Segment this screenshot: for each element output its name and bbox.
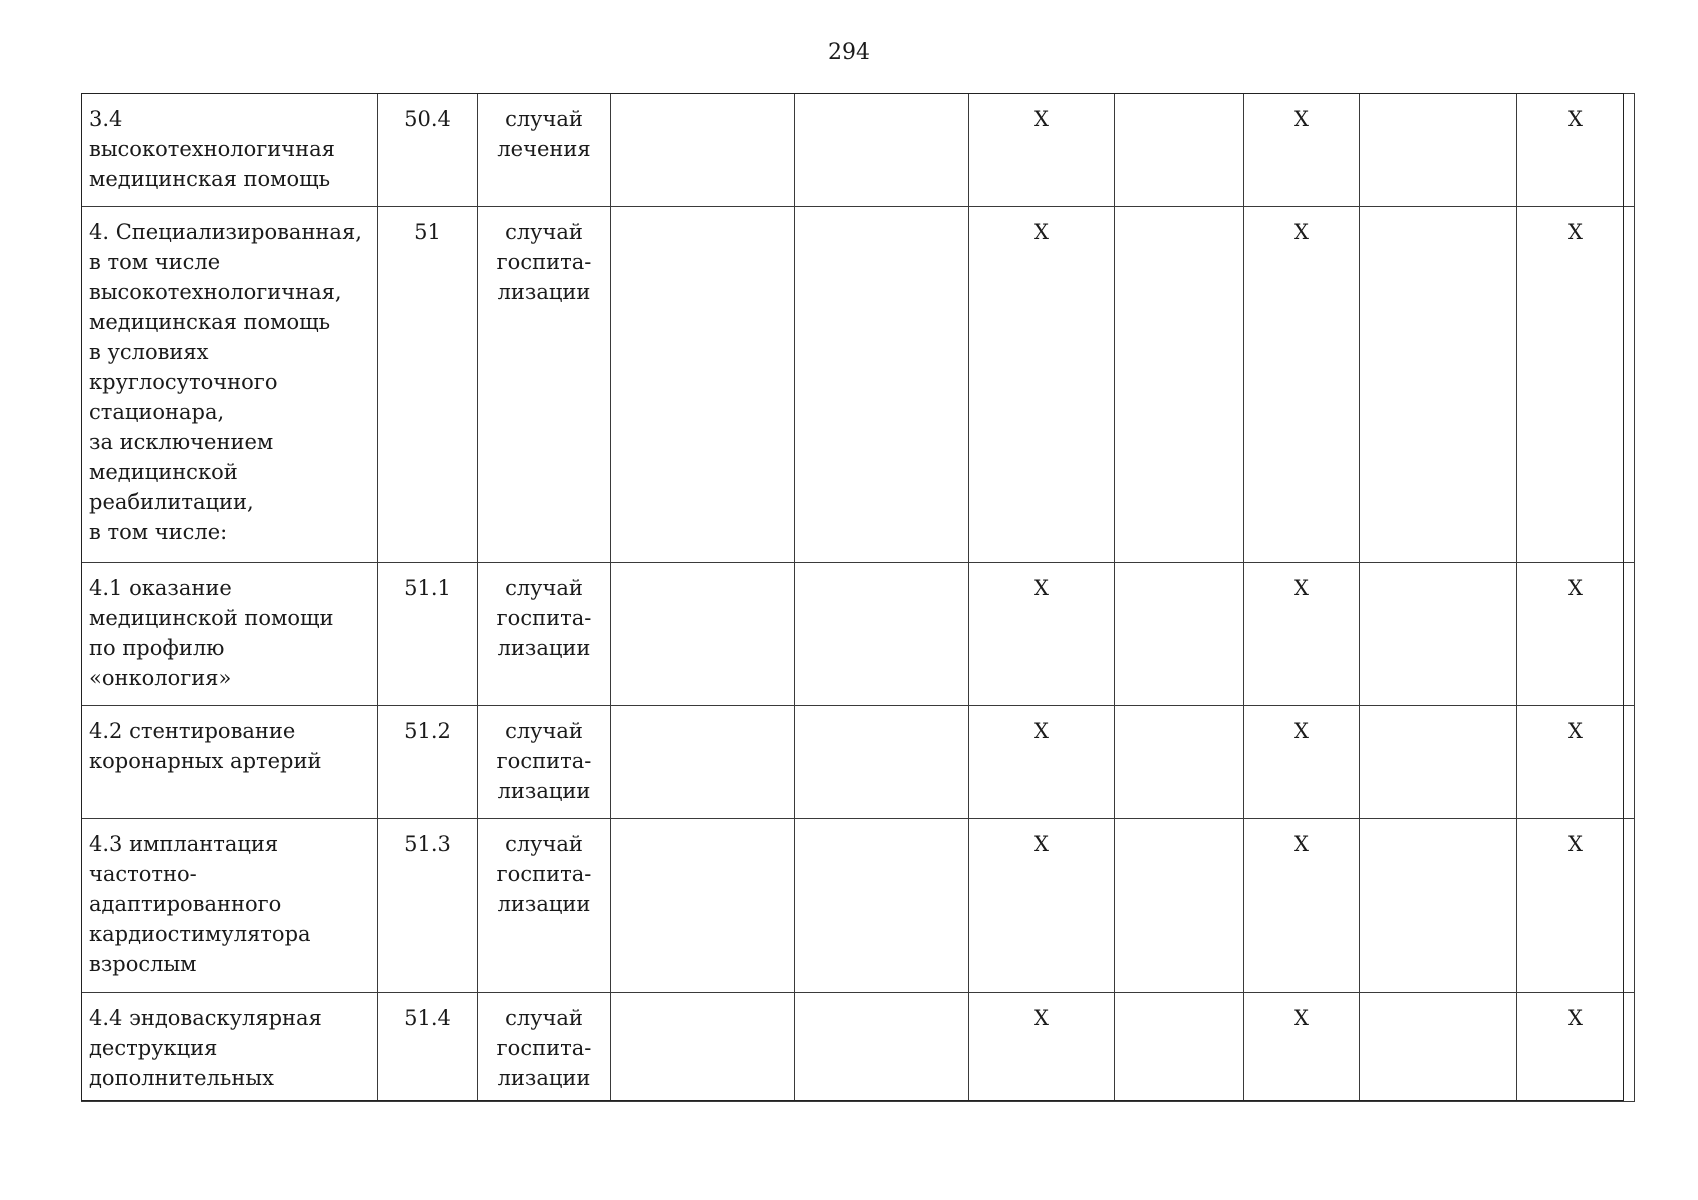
x-mark-cell bbox=[1244, 819, 1360, 993]
cell-text-line: кардиостимулятора bbox=[89, 922, 311, 946]
line-code-cell bbox=[378, 819, 478, 993]
x-mark-cell bbox=[1244, 207, 1360, 563]
cell-text-line: лизации bbox=[497, 1066, 591, 1090]
cell-text-line: в том числе bbox=[89, 250, 221, 274]
cell-text-line: X bbox=[1034, 576, 1049, 600]
cell-text-line: частотно- bbox=[89, 862, 197, 886]
empty-cell bbox=[611, 819, 795, 993]
cell-text-line: реабилитации, bbox=[89, 490, 254, 514]
empty-cell bbox=[795, 993, 969, 1102]
cell-text-line: X bbox=[1034, 220, 1049, 244]
cell-text-line: 4.2 стентирование bbox=[89, 719, 296, 743]
cell-text-line: случай bbox=[505, 1006, 583, 1030]
empty-cell bbox=[1360, 819, 1517, 993]
empty-cell bbox=[611, 563, 795, 706]
table-row bbox=[82, 94, 1635, 207]
x-mark-cell bbox=[969, 819, 1115, 993]
cell-text-line: лизации bbox=[497, 636, 591, 660]
empty-cell bbox=[795, 94, 969, 207]
cell-text-line: X bbox=[1294, 576, 1309, 600]
x-mark-cell bbox=[969, 94, 1115, 207]
data-table bbox=[81, 93, 1635, 1102]
cell-text-line: медицинской помощи bbox=[89, 606, 334, 630]
x-mark-cell bbox=[1517, 94, 1635, 207]
cell-text-line: 4.3 имплантация bbox=[89, 832, 279, 856]
unit-cell bbox=[478, 207, 611, 563]
x-mark-cell bbox=[1517, 207, 1635, 563]
x-mark-cell bbox=[969, 706, 1115, 819]
cell-text-line: X bbox=[1034, 107, 1049, 131]
indicator-name-cell bbox=[82, 563, 378, 706]
empty-cell bbox=[1360, 207, 1517, 563]
empty-cell bbox=[1360, 706, 1517, 819]
indicator-name-cell bbox=[82, 993, 378, 1102]
empty-cell bbox=[611, 94, 795, 207]
cell-text-line: лизации bbox=[497, 779, 591, 803]
empty-cell bbox=[1115, 563, 1244, 706]
indicator-name-cell bbox=[82, 819, 378, 993]
cell-text-line: госпита- bbox=[496, 250, 592, 274]
empty-cell bbox=[795, 819, 969, 993]
empty-cell bbox=[1360, 563, 1517, 706]
x-mark-cell bbox=[969, 993, 1115, 1102]
cell-text-line: лизации bbox=[497, 280, 591, 304]
unit-cell bbox=[478, 563, 611, 706]
x-mark-cell bbox=[1244, 94, 1360, 207]
cell-text-line: госпита- bbox=[496, 862, 592, 886]
cell-text-line: X bbox=[1568, 107, 1583, 131]
cell-text-line: 4. Специализированная, bbox=[89, 220, 362, 244]
cell-text-line: X bbox=[1034, 1006, 1049, 1030]
x-mark-cell bbox=[1244, 563, 1360, 706]
indicator-name-cell bbox=[82, 207, 378, 563]
cell-text-line: 51.3 bbox=[404, 832, 451, 856]
table-row bbox=[82, 819, 1635, 993]
empty-cell bbox=[1115, 706, 1244, 819]
cell-text-line: высокотехнологичная bbox=[89, 137, 335, 161]
cell-text-line: случай bbox=[505, 719, 583, 743]
line-code-cell bbox=[378, 207, 478, 563]
unit-cell bbox=[478, 819, 611, 993]
cell-text-line: X bbox=[1294, 1006, 1309, 1030]
cell-text-line: лечения bbox=[497, 137, 591, 161]
cell-text-line: X bbox=[1568, 1006, 1583, 1030]
cell-text-line: госпита- bbox=[496, 606, 592, 630]
unit-cell bbox=[478, 993, 611, 1102]
cell-text-line: медицинская помощь bbox=[89, 167, 331, 191]
line-code-cell bbox=[378, 94, 478, 207]
cell-text-line: X bbox=[1568, 832, 1583, 856]
line-code-cell bbox=[378, 993, 478, 1102]
cell-text-line: X bbox=[1294, 107, 1309, 131]
cell-text-line: 4.1 оказание bbox=[89, 576, 232, 600]
cell-text-line: X bbox=[1568, 719, 1583, 743]
line-code-cell bbox=[378, 563, 478, 706]
cell-text-line: деструкция bbox=[89, 1036, 218, 1060]
cell-text-line: стационара, bbox=[89, 400, 225, 424]
cell-text-line: 3.4 bbox=[89, 107, 123, 131]
cell-text-line: медицинской bbox=[89, 460, 238, 484]
empty-cell bbox=[1360, 993, 1517, 1102]
cell-text-line: коронарных артерий bbox=[89, 749, 322, 773]
cell-text-line: лизации bbox=[497, 892, 591, 916]
cell-text-line: 51 bbox=[414, 220, 441, 244]
indicator-name-cell bbox=[82, 94, 378, 207]
empty-cell bbox=[611, 993, 795, 1102]
line-code-cell bbox=[378, 706, 478, 819]
x-mark-cell bbox=[1244, 993, 1360, 1102]
empty-cell bbox=[1360, 94, 1517, 207]
x-mark-cell bbox=[1517, 819, 1635, 993]
x-mark-cell bbox=[1517, 706, 1635, 819]
cell-text-line: 51.4 bbox=[404, 1006, 451, 1030]
x-mark-cell bbox=[969, 207, 1115, 563]
cell-text-line: 50.4 bbox=[404, 107, 451, 131]
cell-text-line: случай bbox=[505, 832, 583, 856]
page-number: 294 bbox=[828, 40, 870, 65]
cell-text-line: случай bbox=[505, 220, 583, 244]
table-row bbox=[82, 706, 1635, 819]
cell-text-line: в том числе: bbox=[89, 520, 228, 544]
empty-cell bbox=[1115, 993, 1244, 1102]
cell-text-line: X bbox=[1568, 576, 1583, 600]
empty-cell bbox=[1115, 94, 1244, 207]
cell-text-line: в условиях bbox=[89, 340, 209, 364]
empty-cell bbox=[795, 706, 969, 819]
x-mark-cell bbox=[1244, 706, 1360, 819]
table-body bbox=[82, 94, 1635, 1102]
cell-text-line: круглосуточного bbox=[89, 370, 278, 394]
cell-text-line: X bbox=[1294, 832, 1309, 856]
indicator-name-cell bbox=[82, 706, 378, 819]
cell-text-line: X bbox=[1034, 832, 1049, 856]
cell-text-line: госпита- bbox=[496, 1036, 592, 1060]
empty-cell bbox=[795, 207, 969, 563]
cell-text-line: X bbox=[1294, 220, 1309, 244]
table-row bbox=[82, 207, 1635, 563]
unit-cell bbox=[478, 706, 611, 819]
cell-text-line: X bbox=[1568, 220, 1583, 244]
cell-text-line: случай bbox=[505, 107, 583, 131]
cell-text-line: «онкология» bbox=[89, 666, 232, 690]
cell-text-line: медицинская помощь bbox=[89, 310, 331, 334]
empty-cell bbox=[795, 563, 969, 706]
empty-cell bbox=[611, 207, 795, 563]
cell-text-line: 51.1 bbox=[404, 576, 451, 600]
cell-text-line: случай bbox=[505, 576, 583, 600]
cell-text-line: дополнительных bbox=[89, 1066, 274, 1090]
cell-text-line: адаптированного bbox=[89, 892, 282, 916]
cell-text-line: по профилю bbox=[89, 636, 225, 660]
empty-cell bbox=[1115, 207, 1244, 563]
x-mark-cell bbox=[1517, 563, 1635, 706]
empty-cell bbox=[611, 706, 795, 819]
cell-text-line: X bbox=[1294, 719, 1309, 743]
x-mark-cell bbox=[1517, 993, 1635, 1102]
cell-text-line: взрослым bbox=[89, 952, 197, 976]
cell-text-line: высокотехнологичная, bbox=[89, 280, 342, 304]
cell-text-line: 51.2 bbox=[404, 719, 451, 743]
x-mark-cell bbox=[969, 563, 1115, 706]
cell-text-line: за исключением bbox=[89, 430, 274, 454]
cell-text-line: X bbox=[1034, 719, 1049, 743]
unit-cell bbox=[478, 94, 611, 207]
table-row bbox=[82, 563, 1635, 706]
empty-cell bbox=[1115, 819, 1244, 993]
table-row bbox=[82, 993, 1635, 1102]
cell-text-line: госпита- bbox=[496, 749, 592, 773]
cell-text-line: 4.4 эндоваскулярная bbox=[89, 1006, 322, 1030]
